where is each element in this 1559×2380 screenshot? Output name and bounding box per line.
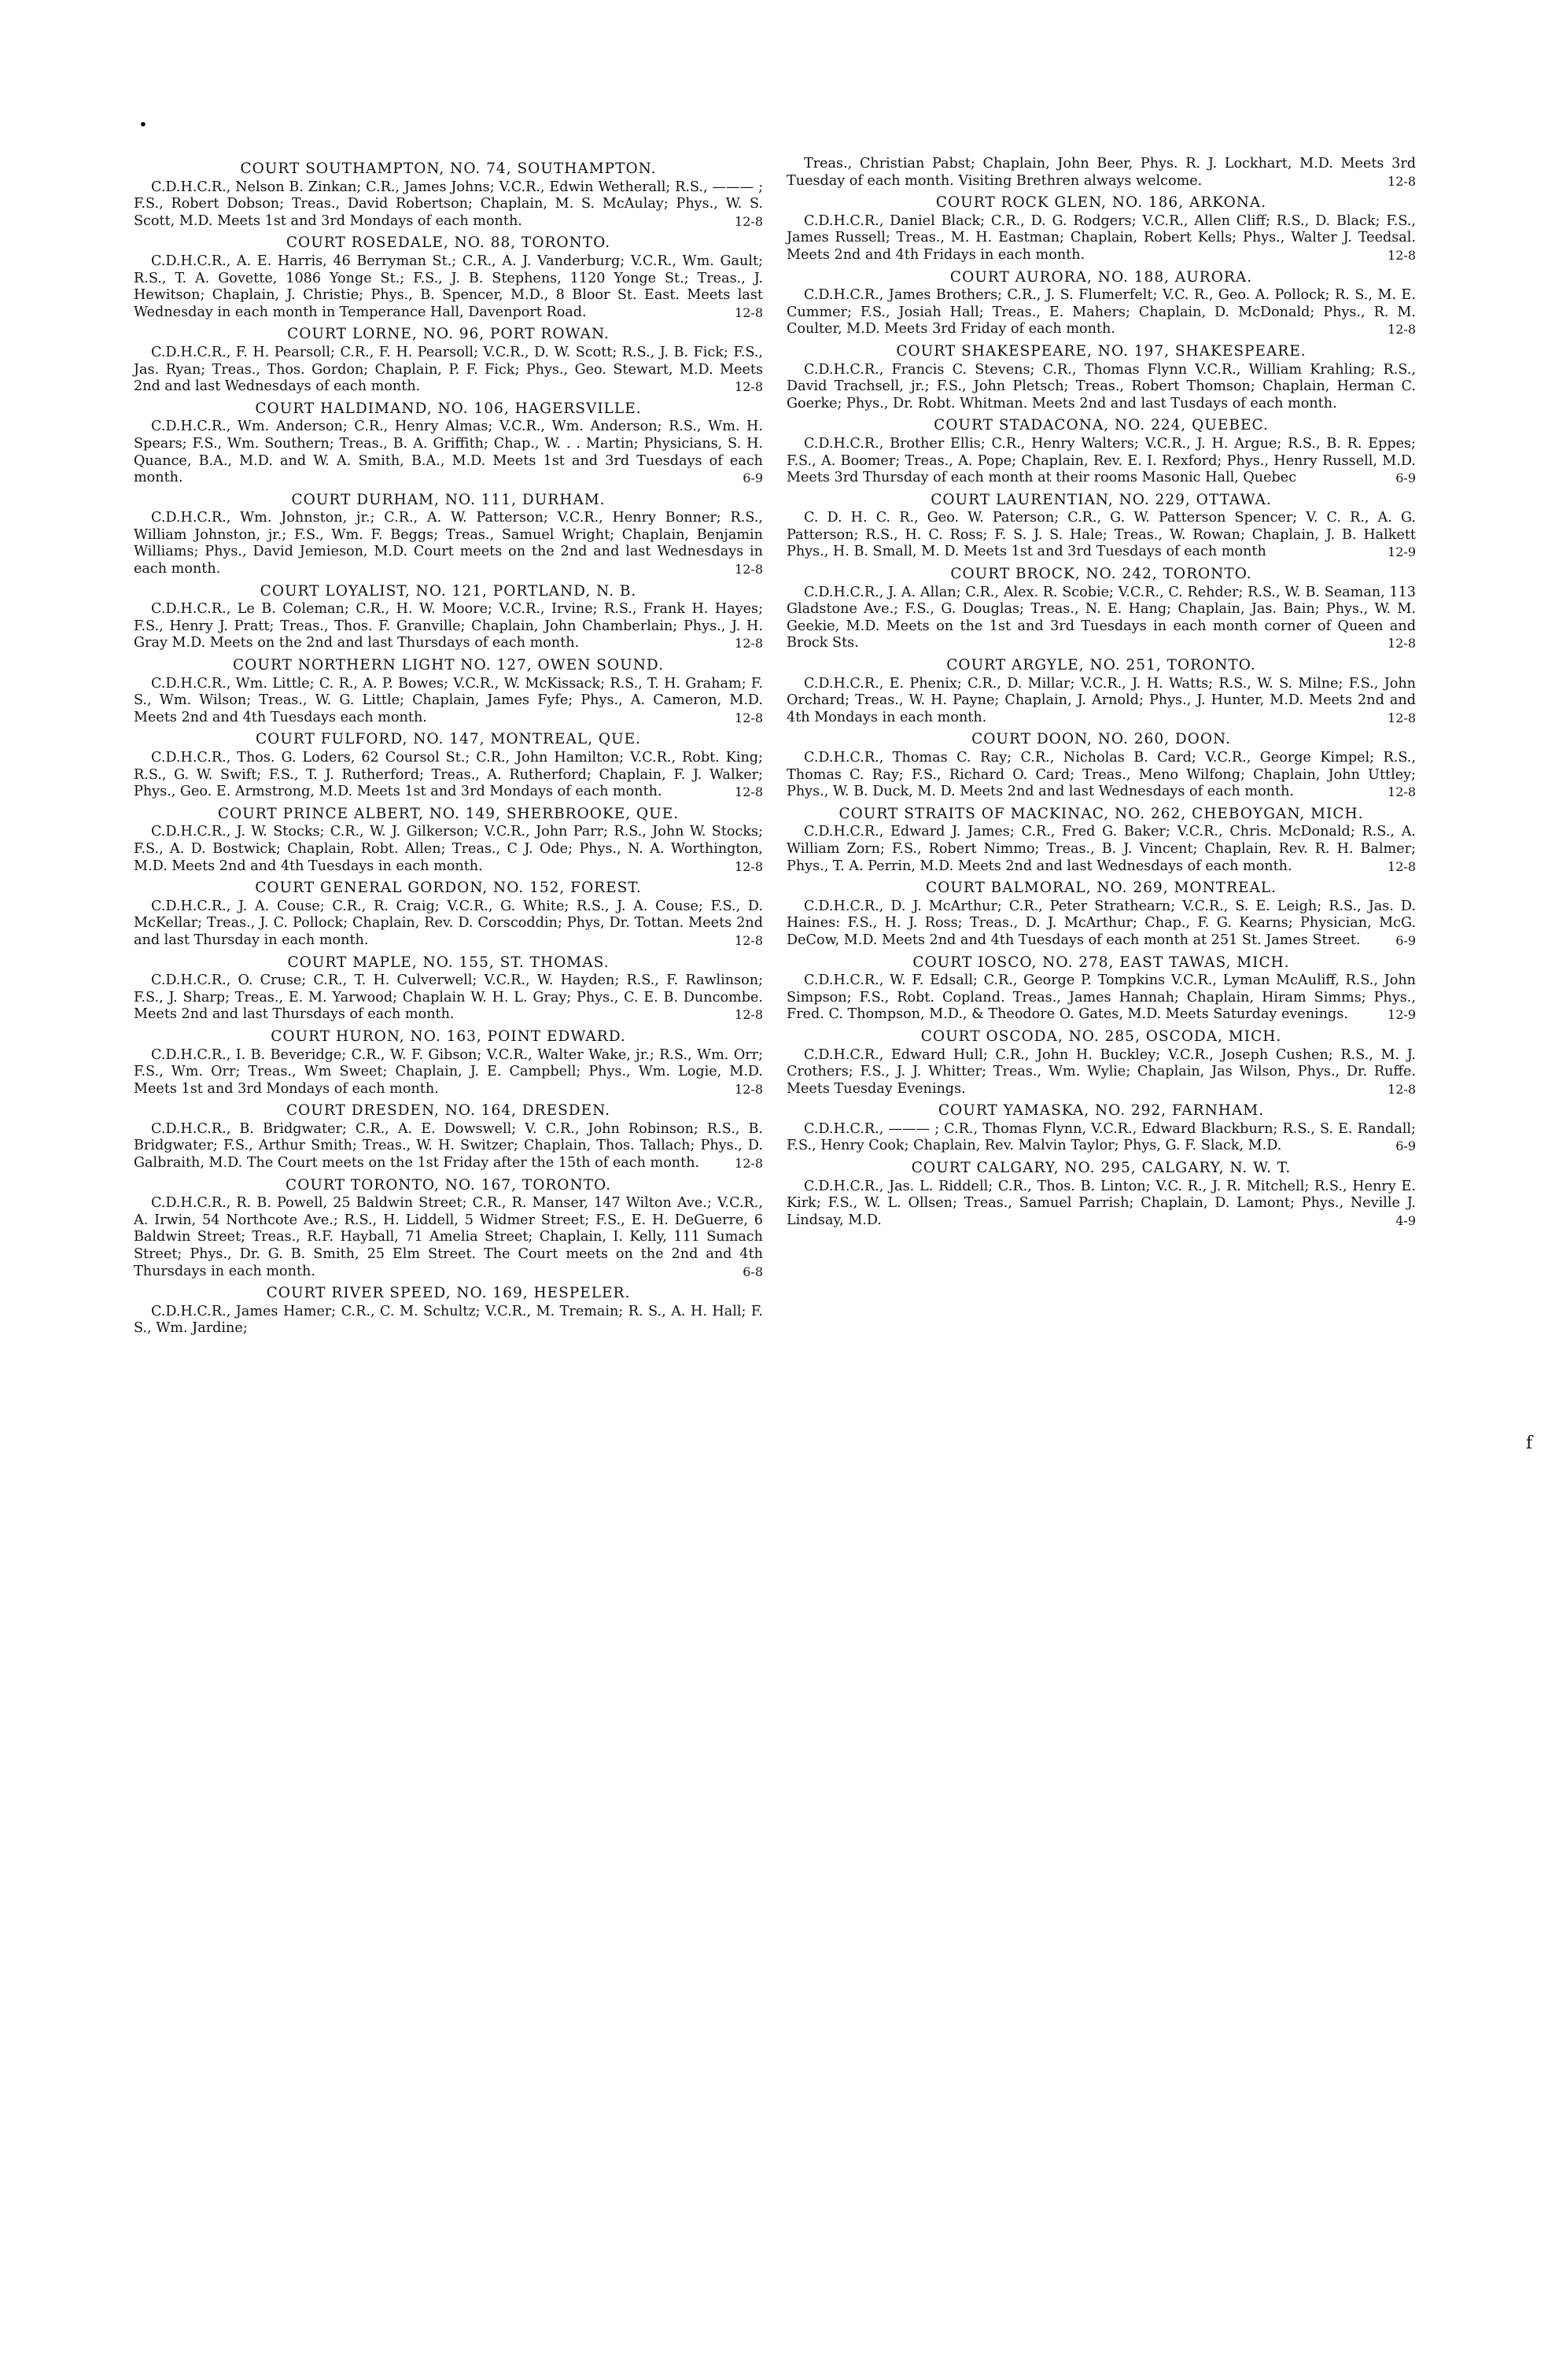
- court-entry: [134, 731, 763, 800]
- court-heading: COURT LOYALIST, NO. 121, PORTLAND, N. B.: [260, 582, 637, 600]
- court-heading: COURT LAURENTIAN, NO. 229, OTTAWA.: [931, 491, 1272, 508]
- court-details: [787, 1047, 1416, 1098]
- court-entry: [787, 657, 1416, 726]
- court-heading: COURT HURON, NO. 163, POINT EDWARD.: [271, 1028, 626, 1045]
- court-details: [134, 345, 763, 396]
- issue-code: 6-8: [743, 1264, 763, 1279]
- court-details: [787, 750, 1416, 801]
- issue-code: 12-8: [735, 858, 763, 874]
- issue-code: 12-8: [735, 379, 763, 395]
- issue-code: 6-9: [743, 470, 763, 486]
- court-details: [787, 362, 1416, 413]
- court-details: [787, 824, 1416, 875]
- court-entry: [134, 954, 763, 1024]
- court-details-text: C.D.H.C.R., Le B. Coleman; C.R., H. W. Moore; V.C.R., Irvine; R.S., Frank H. Hayes; F.S., Henry J. Pratt; Treas., Thos. F. Granville; Chaplain, John Chamberlain; Phys., J. H. Gray M.D. Meets on the 2nd and last Thursdays of each month.: [134, 601, 763, 651]
- court-heading: COURT AURORA, NO. 188, AURORA.: [949, 268, 1253, 286]
- issue-code: 12-8: [1388, 858, 1416, 874]
- court-details: [134, 253, 763, 321]
- margin-mark: f: [1526, 1434, 1533, 1453]
- court-details-text: C.D.H.C.R., E. Phenix; C.R., D. Millar; V.C.R., J. H. Watts; R.S., W. S. Milne; F.S., John Orchard; Treas., W. H. Payne; Chaplain, J. Arnold; Phys., J. Hunter, M.D. Meets 2nd and 4th Mondays in each month.: [787, 675, 1416, 725]
- issue-code: 12-8: [1388, 710, 1416, 725]
- court-details: [134, 972, 763, 1024]
- issue-code: 12-8: [735, 636, 763, 651]
- court-details-text: C.D.H.C.R., Edward Hull; C.R., John H. Buckley; V.C.R., Joseph Cushen; R.S., M. J. Crothers; F.S., J. J. Whitter; Treas., Wm. Wylie; Chaplain, Jas Wilson, Phys., Dr. Ruffe. Meets Tuesday Evenings.: [787, 1046, 1416, 1097]
- court-details: [134, 419, 763, 486]
- issue-code: 12-8: [735, 1007, 763, 1023]
- court-entry: [134, 583, 763, 652]
- court-details-text: C.D.H.C.R., O. Cruse; C.R., T. H. Culverwell; V.C.R., W. Hayden; R.S., F. Rawlinson; F.S., J. Sharp; Treas., E. M. Yarwood; Chaplain W. H. L. Gray; Phys., C. E. B. Duncombe. Meets 2nd and last Thursdays of each month.: [134, 972, 763, 1023]
- court-heading: COURT YAMASKA, NO. 292, FARNHAM.: [938, 1102, 1265, 1120]
- court-heading: COURT IOSCO, NO. 278, EAST TAWAS, MICH.: [912, 954, 1290, 971]
- court-details-text: C.D.H.C.R., Brother Ellis; C.R., Henry Walters; V.C.R., J. H. Argue; R.S., B. R. Eppes; F.S., A. Boomer; Treas., A. Pope; Chaplain, Rev. E. I. Rexford; Phys., Henry Russell, M.D. Meets 3rd Thursday of each month at their rooms Masonic Hall, Quebec: [787, 435, 1416, 486]
- court-details: [787, 898, 1416, 950]
- court-details: [787, 213, 1416, 264]
- court-details-text: C.D.H.C.R., Jas. L. Riddell; C.R., Thos. B. Linton; V.C. R., J. R. Mitchell; R.S., Henry E. Kirk; F.S., W. L. Ollsen; Treas., Samuel Parrish; Chaplain, D. Lamont; Phys., Neville J. Lindsay, M.D.: [787, 1178, 1416, 1228]
- issue-code: 6-9: [1395, 932, 1416, 948]
- court-details-text: C.D.H.C.R., J. W. Stocks; C.R., W. J. Gilkerson; V.C.R., John Parr; R.S., John W. Stocks; F.S., A. D. Bostwick; Chaplain, Robt. Allen; Treas., C J. Ode; Phys., N. A. Worthington, M.D. Meets 2nd and 4th Tuesdays in each month.: [134, 824, 763, 874]
- court-heading: COURT STADACONA, NO. 224, QUEBEC.: [934, 417, 1269, 434]
- issue-code: 12-8: [735, 710, 763, 725]
- court-heading: COURT NORTHERN LIGHT NO. 127, OWEN SOUND.: [233, 657, 664, 674]
- court-details-text: C.D.H.C.R., R. B. Powell, 25 Baldwin Street; C.R., R. Manser, 147 Wilton Ave.; V.C.R., A. Irwin, 54 Northcote Ave.; R.S., H. Liddell, 5 Widmer Street; F.S., E. H. DeGuerre, 6 Baldwin Street; Treas., R.F. Hayball, 71 Amelia Street; Chaplain, I. Kelly, 111 Sumach Street; Phys., Dr. G. B. Smith, 25 Elm Street. The Court meets on the 2nd and 4th Thursdays in each month.: [134, 1195, 763, 1279]
- court-entry: [787, 954, 1416, 1024]
- court-details: [787, 1121, 1416, 1155]
- court-details: [134, 179, 763, 231]
- issue-code: 12-8: [735, 1081, 763, 1097]
- court-heading: COURT MAPLE, NO. 155, ST. THOMAS.: [287, 954, 610, 971]
- left-column: [134, 156, 763, 1339]
- right-column: [787, 156, 1416, 1231]
- court-details-text: C.D.H.C.R., D. J. McArthur; C.R., Peter Strathearn; V.C.R., S. E. Leigh; R.S., Jas. D. Haines: F.S., H. J. Ross; Treas., D. J. McArthur; Chap., F. G. Kearns; Physician, McG. DeCow, M.D. Meets 2nd and 4th Tuesdays of each month at 251 St. James Street.: [787, 898, 1416, 948]
- court-details: [787, 510, 1416, 561]
- court-entry: [134, 880, 763, 949]
- court-heading: COURT GENERAL GORDON, NO. 152, FOREST.: [255, 880, 642, 897]
- court-details-text: C.D.H.C.R., Nelson B. Zinkan; C.R., James Johns; V.C.R., Edwin Wetherall; R.S., ——— ; F.S., Robert Dobson; Treas., David Robertson; Chaplain, M. S. McAulay; Phys., W. S. Scott, M.D. Meets 1st and 3rd Mondays of each month.: [134, 179, 763, 229]
- issue-code: 12-8: [1388, 322, 1416, 338]
- court-details: [134, 510, 763, 577]
- court-entry: [134, 1177, 763, 1281]
- court-entry: [787, 492, 1416, 561]
- court-heading: COURT STRAITS OF MACKINAC, NO. 262, CHEBOYGAN, MICH.: [838, 805, 1364, 822]
- court-details-text: Treas., Christian Pabst; Chaplain, John Beer, Phys. R. J. Lockhart, M.D. Meets 3rd Tuesday of each month. Visiting Brethren always welcome.: [787, 156, 1416, 189]
- issue-code: 12-8: [735, 1156, 763, 1172]
- court-details-text: C.D.H.C.R., Wm. Johnston, jr.; C.R., A. W. Patterson; V.C.R., Henry Bonner; R.S., William Johnston, jr.; F.S., Wm. F. Beggs; Treas., Samuel Wright; Chaplain, Benjamin Williams; Phys., David Jemieson, M.D. Court meets on the 2nd and last Wednesdays in each month.: [134, 510, 763, 577]
- court-entry: [134, 1102, 763, 1172]
- issue-code: 12-8: [1388, 784, 1416, 800]
- issue-code: 12-8: [735, 213, 763, 229]
- court-heading: COURT PRINCE ALBERT, NO. 149, SHERBROOKE, QUE.: [217, 805, 680, 822]
- court-details-text: C.D.H.C.R., J. A. Couse; C.R., R. Craig; V.C.R., G. White; R.S., J. A. Couse; F.S., D. McKellar; Treas., J. C. Pollock; Chaplain, Rev. D. Corscoddin; Phys, Dr. Tottan. Meets 2nd and last Thursday in each month.: [134, 898, 763, 948]
- court-entry: [787, 269, 1416, 338]
- court-details: [787, 676, 1416, 727]
- court-details-text: C.D.H.C.R., B. Bridgwater; C.R., A. E. Dowswell; V. C.R., John Robinson; R.S., B. Bridgwater; F.S., Arthur Smith; Treas., W. H. Switzer; Chaplain, Thos. Tallach; Phys., D. Galbraith, M.D. The Court meets on the 1st Friday after the 15th of each month.: [134, 1120, 763, 1172]
- court-details: [787, 585, 1416, 652]
- court-heading: COURT OSCODA, NO. 285, OSCODA, MICH.: [920, 1028, 1282, 1045]
- court-details-text: C.D.H.C.R., Daniel Black; C.R., D. G. Rodgers; V.C.R., Allen Cliff; R.S., D. Black; F.S., James Russell; Treas., M. H. Eastman; Chaplain, Robert Kells; Phys., Walter J. Teedsal. Meets 2nd and 4th Fridays in each month.: [787, 212, 1416, 263]
- issue-code: 12-8: [735, 304, 763, 320]
- court-details-text: C.D.H.C.R., W. F. Edsall; C.R., George P. Tompkins V.C.R., Lyman McAuliff, R.S., John Simpson; F.S., Robt. Copland. Treas., James Hannah; Chaplain, Hiram Simms; Phys., Fred. C. Thompson, M.D., & Theodore O. Gates, M.D. Meets Saturday evenings.: [787, 972, 1416, 1023]
- court-details: [134, 1047, 763, 1098]
- court-details-text: C.D.H.C.R., Edward J. James; C.R., Fred G. Baker; V.C.R., Chris. McDonald; R.S., A. William Zorn; F.S., Robert Nimmo; Treas., B. J. Vincent; Chaplain, Rev. R. H. Balmer; Phys., T. A. Perrin, M.D. Meets 2nd and last Wednesdays of each month.: [787, 824, 1416, 874]
- court-entry: [134, 1028, 763, 1098]
- issue-code: 12-8: [735, 562, 763, 577]
- court-entry: [787, 566, 1416, 652]
- court-heading: COURT DOON, NO. 260, DOON.: [971, 731, 1231, 748]
- court-details: [134, 898, 763, 950]
- issue-code: 4-9: [1395, 1212, 1416, 1228]
- court-details-text: C.D.H.C.R., ——— ; C.R., Thomas Flynn, V.C.R., Edward Blackburn; R.S., S. E. Randall; F.S., Henry Cook; Chaplain, Rev. Malvin Taylor; Phys, G. F. Slack, M.D.: [787, 1120, 1416, 1154]
- stray-mark: •: [138, 115, 148, 134]
- court-heading: COURT DRESDEN, NO. 164, DRESDEN.: [286, 1102, 611, 1120]
- court-heading: COURT BROCK, NO. 242, TORONTO.: [950, 566, 1252, 583]
- court-heading: COURT SHAKESPEARE, NO. 197, SHAKESPEARE.: [896, 342, 1307, 360]
- court-entry: [787, 880, 1416, 949]
- court-entry: [134, 161, 763, 230]
- court-details-text: C.D.H.C.R., Thomas C. Ray; C.R., Nicholas B. Card; V.C.R., George Kimpel; R.S., Thomas C. Ray; F.S., Richard O. Card; Treas., Meno Wilfong; Chaplain, John Uttley; Phys., W. B. Duck, M. D. Meets 2nd and last Wednesdays of each month.: [787, 750, 1416, 800]
- court-details: [134, 601, 763, 652]
- court-entry: [134, 234, 763, 321]
- court-entry: [787, 417, 1416, 486]
- issue-code: 6-9: [1395, 470, 1416, 486]
- court-details: [134, 1195, 763, 1280]
- issue-code: 12-8: [1388, 247, 1416, 263]
- court-heading: COURT CALGARY, NO. 295, CALGARY, N. W. T.: [911, 1160, 1292, 1177]
- court-heading: COURT BALMORAL, NO. 269, MONTREAL.: [925, 880, 1277, 897]
- court-details: [134, 1121, 763, 1172]
- court-heading: COURT SOUTHAMPTON, NO. 74, SOUTHAMPTON.: [240, 161, 657, 177]
- court-details-text: C.D.H.C.R., Thos. G. Loders, 62 Coursol St.; C.R., John Hamilton; V.C.R., Robt. King; R.S., G. W. Swift; F.S., T. J. Rutherford; Treas., A. Rutherford; Chaplain, F. J. Walker; Phys., Geo. E. Armstrong, M.D. Meets 1st and 3rd Mondays of each month.: [134, 750, 763, 800]
- court-heading: COURT RIVER SPEED, NO. 169, HESPELER.: [266, 1285, 631, 1302]
- court-details-text: C. D. H. C. R., Geo. W. Paterson; C.R., G. W. Patterson Spencer; V. C. R., A. G. Patterson; R.S., H. C. Ross; F. S. J. S. Hale; Treas., W. Rowan; Chaplain, J. B. Halkett Phys., H. B. Small, M. D. Meets 1st and 3rd Tuesdays of each month: [787, 510, 1416, 560]
- court-entry: [787, 1160, 1416, 1229]
- court-heading: COURT LORNE, NO. 96, PORT ROWAN.: [287, 326, 610, 343]
- court-heading: COURT ROSEDALE, NO. 88, TORONTO.: [286, 234, 611, 252]
- court-details-text: C.D.H.C.R., Wm. Anderson; C.R., Henry Almas; V.C.R., Wm. Anderson; R.S., Wm. H. Spears; F.S., Wm. Southern; Treas., B. A. Griffith; Chap., W. . . Martin; Physicians, S. H. Quance, B.A., M.D. and W. A. Smith, B.A., M.D. Meets 1st and 3rd Tuesdays of each month.: [134, 419, 763, 486]
- court-entry: [787, 806, 1416, 875]
- issue-code: 12-8: [1388, 173, 1416, 189]
- court-details: [787, 156, 1416, 190]
- court-heading: COURT HALDIMAND, NO. 106, HAGERSVILLE.: [255, 400, 642, 417]
- court-details-text: C.D.H.C.R., Wm. Little; C. R., A. P. Bowes; V.C.R., W. McKissack; R.S., T. H. Graham; F. S., Wm. Wilson; Treas., W. G. Little; Chaplain, James Fyfe; Phys., A. Cameron, M.D. Meets 2nd and 4th Tuesdays each month.: [134, 675, 763, 725]
- court-details: [134, 1304, 763, 1338]
- issue-code: 12-9: [1388, 1007, 1416, 1023]
- issue-code: 12-8: [1388, 636, 1416, 651]
- court-details: [787, 436, 1416, 487]
- court-details: [134, 824, 763, 875]
- court-entry: [134, 1285, 763, 1338]
- court-details-text: C.D.H.C.R., James Brothers; C.R., J. S. Flumerfelt; V.C. R., Geo. A. Pollock; R. S., M. E. Cummer; F.S., Josiah Hall; Treas., E. Mahers; Chaplain, D. McDonald; Phys., R. M. Coulter, M.D. Meets 3rd Friday of each month.: [787, 287, 1416, 338]
- court-details-text: C.D.H.C.R., I. B. Beveridge; C.R., W. F. Gibson; V.C.R., Walter Wake, jr.; R.S., Wm. Orr; F.S., Wm. Orr; Treas., Wm Sweet; Chaplain, J. E. Campbell; Phys., Wm. Logie, M.D. Meets 1st and 3rd Mondays of each month.: [134, 1046, 763, 1097]
- court-heading: COURT TORONTO, NO. 167, TORONTO.: [286, 1176, 611, 1194]
- court-entry: [787, 194, 1416, 264]
- court-details: [134, 750, 763, 801]
- court-details: [787, 972, 1416, 1024]
- court-heading: COURT DURHAM, NO. 111, DURHAM.: [291, 491, 606, 508]
- court-details: [787, 1179, 1416, 1230]
- court-entry: [134, 400, 763, 487]
- court-entry: [787, 1102, 1416, 1155]
- issue-code: 12-9: [1388, 544, 1416, 560]
- court-entry: [134, 492, 763, 578]
- court-entry: [787, 1028, 1416, 1098]
- court-entry: [134, 326, 763, 395]
- court-entry: [787, 156, 1416, 190]
- court-details-text: C.D.H.C.R., J. A. Allan; C.R., Alex. R. Scobie; V.C.R., C. Rehder; R.S., W. B. Seaman, 113 Gladstone Ave.; F.S., G. Douglas; Treas., N. E. Hang; Chaplain, Jas. Bain; Phys., W. M. Geekie, M.D. Meets on the 1st and 3rd Tuesdays in each month corner of Queen and Brock Sts.: [787, 584, 1416, 651]
- issue-code: 12-8: [735, 784, 763, 800]
- court-details-text: C.D.H.C.R., A. E. Harris, 46 Berryman St.; C.R., A. J. Vanderburg; V.C.R., Wm. Gault; R.S., T. A. Govette, 1086 Yonge St.; F.S., J. B. Stephens, 1120 Yonge St.; Treas., J. Hewitson; Chaplain, J. Christie; Phys., B. Spencer, M.D., 8 Bloor St. East. Meets last Wednesday in each month in Temperance Hall, Davenport Road.: [134, 253, 763, 320]
- issue-code: 12-8: [735, 932, 763, 948]
- court-details-text: C.D.H.C.R., James Hamer; C.R., C. M. Schultz; V.C.R., M. Tremain; R. S., A. H. Hall; F. S., Wm. Jardine;: [134, 1303, 763, 1337]
- court-details: [134, 676, 763, 727]
- court-heading: COURT ARGYLE, NO. 251, TORONTO.: [946, 657, 1256, 674]
- court-details: [787, 287, 1416, 338]
- court-details-text: C.D.H.C.R., F. H. Pearsoll; C.R., F. H. Pearsoll; V.C.R., D. W. Scott; R.S., J. B. Fick; F.S., Jas. Ryan; Treas., Thos. Gordon; Chaplain, P. F. Fick; Phys., Geo. Stewart, M.D. Meets 2nd and last Wednesdays of each month.: [134, 344, 763, 395]
- court-entry: [134, 806, 763, 875]
- court-entry: [787, 343, 1416, 412]
- court-heading: COURT FULFORD, NO. 147, MONTREAL, QUE.: [255, 731, 642, 748]
- court-entry: [134, 657, 763, 726]
- issue-code: 12-8: [1388, 1081, 1416, 1097]
- court-details-text: C.D.H.C.R., Francis C. Stevens; C.R., Thomas Flynn V.C.R., William Krahling; R.S., David Trachsell, jr.; F.S., John Pletsch; Treas., Robert Thomson; Chaplain, Herman C. Goerke; Phys., Dr. Robt. Whitman. Meets 2nd and last Tusdays of each month.: [787, 361, 1416, 411]
- issue-code: 6-9: [1395, 1138, 1416, 1154]
- court-heading: COURT ROCK GLEN, NO. 186, ARKONA.: [935, 194, 1267, 212]
- court-entry: [787, 731, 1416, 800]
